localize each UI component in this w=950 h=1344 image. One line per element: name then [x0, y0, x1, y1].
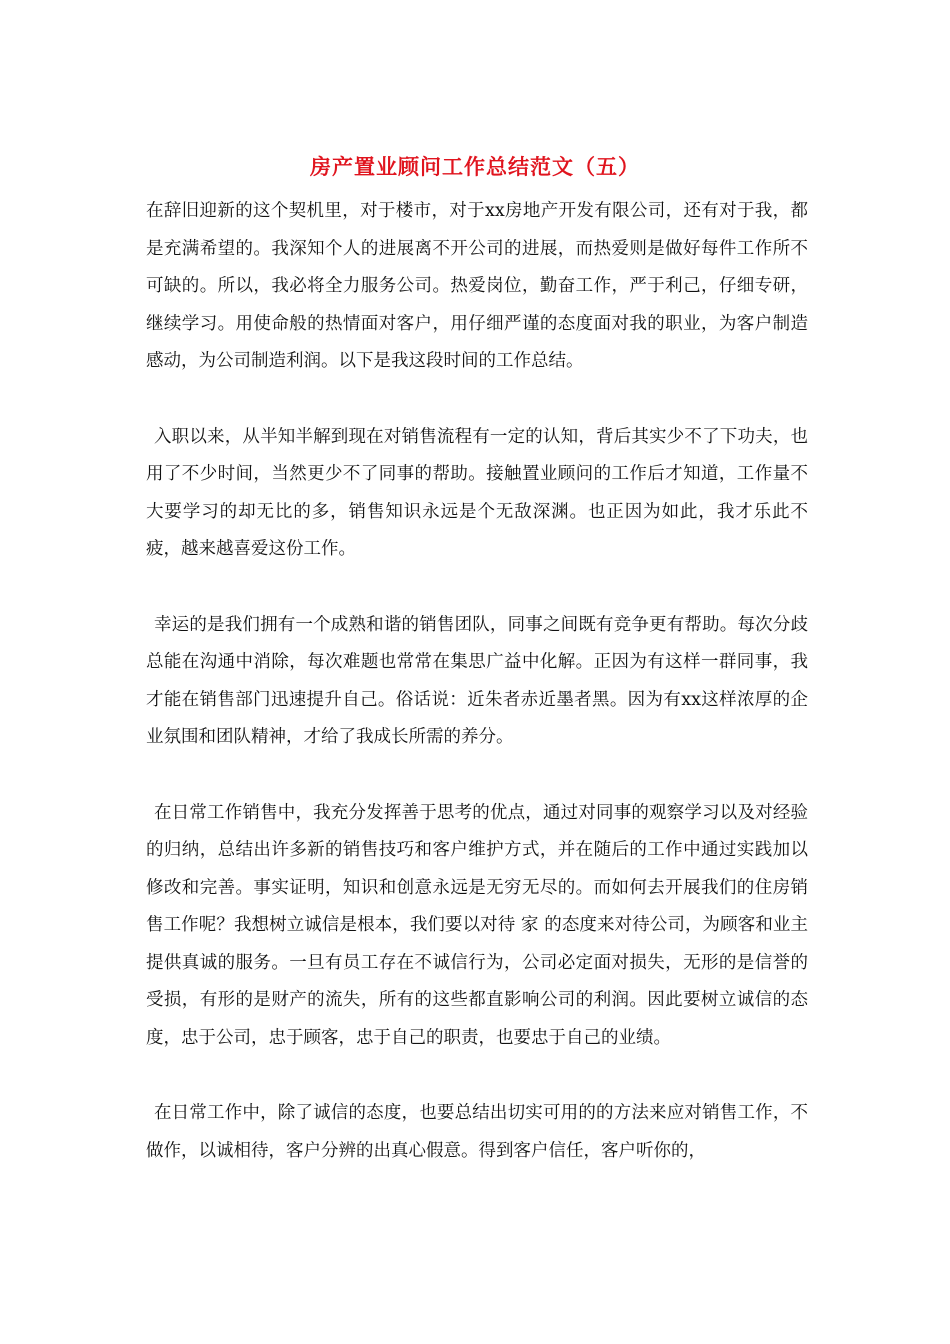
paragraph-integrity: 在日常工作销售中，我充分发挥善于思考的优点，通过对同事的观察学习以及对经验的归纳，总结出许多新的销售技巧和客户维护方式，并在随后的工作中通过实践加以修改和完善。事实证明，知识和创意永远是无穷无尽的。而如何去开展我们的住房销售工作呢？我想树立诚信是根本，我们要以对待 家 的态度来对待公司，为顾客和业主提供真诚的服务。一旦有员工存在不诚信行为，公司必定面对损失，无形的是信誉的受损，有形的是财产的流失，所有的这些都直影响公司的利润。因此要树立诚信的态度，忠于公司，忠于顾客，忠于自己的职责，也要忠于自己的业绩。: [146, 802, 808, 1048]
paragraph-methods: 在日常工作中，除了诚信的态度，也要总结出切实可用的的方法来应对销售工作，不做作，以诚相待，客户分辨的出真心假意。得到客户信任，客户听你的，: [146, 1103, 808, 1161]
document-title: 房产置业顾问工作总结范文（五）: [310, 154, 640, 179]
paragraph-intro: 在辞旧迎新的这个契机里，对于楼市，对于xx房地产开发有限公司，还有对于我，都是充满希望的。我深知个人的进展离不开公司的进展，而热爱则是做好每件工作所不可缺的。所以，我必将全力服务公司。热爱岗位，勤奋工作，严于利己，仔细专研，继续学习。用使命般的热情面对客户，用仔细严谨的态度面对我的职业，为客户制造感动，为公司制造利润。以下是我这段时间的工作总结。: [146, 201, 808, 371]
document-body: [146, 193, 808, 1208]
paragraph-team: 幸运的是我们拥有一个成熟和谐的销售团队，同事之间既有竞争更有帮助。每次分歧总能在沟通中消除，每次难题也常常在集思广益中化解。正因为有这样一群同事，我才能在销售部门迅速提升自己。俗话说：近朱者赤近墨者黑。因为有xx这样浓厚的企业氛围和团队精神，才给了我成长所需的养分。: [146, 614, 808, 747]
paragraph-onboarding: 入职以来，从半知半解到现在对销售流程有一定的认知，背后其实少不了下功夫，也用了不少时间，当然更少不了同事的帮助。接触置业顾问的工作后才知道，工作量不大要学习的却无比的多，销售知识永远是个无敌深渊。也正因为如此，我才乐此不疲，越来越喜爱这份工作。: [146, 426, 808, 559]
